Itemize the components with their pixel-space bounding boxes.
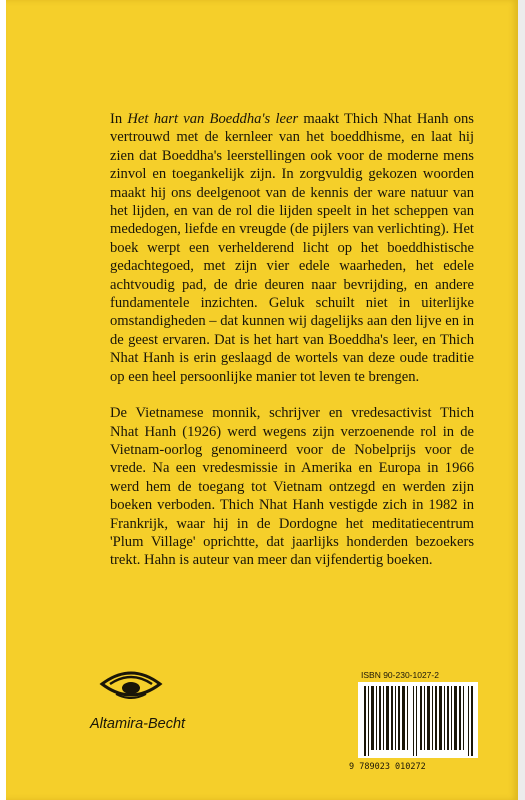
- book-title-italic: Het hart van Boeddha's leer: [127, 111, 299, 127]
- publisher-logo-icon: [96, 660, 166, 708]
- intro-text: In: [110, 111, 128, 127]
- back-cover: [6, 0, 518, 800]
- publisher-name: Altamira-Becht: [90, 716, 186, 732]
- blurb-text: [110, 110, 474, 588]
- page-edge: [518, 0, 525, 800]
- author-bio-paragraph: De Vietnamese monnik, schrijver en vredesactivist Thich Nhat Hanh (1926) werd wegens zijn verzoenende rol in de Vietnam-oorlog genomineerd voor de Nobelprijs voor de vrede. Na een vredesmissie in Amerika en Europa in 1966 werd hem de toegang tot Vietnam ontzegd en werden zijn boeken verboden. Thich Nhat Hanh vestigde zich in 1982 in Frankrijk, waar hij in de Dordogne het meditatiecentrum 'Plum Village' oprichtte, dat jaarlijks honderden bezoekers trekt. Hahn is auteur van meer dan vijfendertig boeken.: [110, 405, 474, 569]
- ean-number: 9 789023 010272: [349, 762, 426, 772]
- blurb-body: maakt Thich Nhat Hanh ons vertrouwd met de kernleer van het boeddhisme, en laat hij zien dat Boeddha's leerstellingen ook voor de moderne mens zinvol en toegankelijk zijn. In zorgvuldig gekozen woorden maakt hij ons deelgenoot van de kennis der ware natuur van het lijden, en van de rol die lijden speelt in het scheppen van mededogen, liefde en vreugde (de pijlers van verlichting). Het boek werpt een verhelderend licht op het boeddhistische gedachtegoed, met zijn vier edele waarheden, het edele achtvoudig pad, de drie deuren naar bevrijding, en andere fundamentele inzichten. Geluk schuilt niet in uiterlijke omstandigheden – dat kunnen wij dagelijks aan den lijve en in de geest ervaren. Dat is het hart van Boeddha's leer, en Thich Nhat Hanh is erin geslaagd de wortels van deze oude traditie op een heel persoonlijke manier tot leven te brengen.: [110, 111, 474, 385]
- isbn-label: ISBN 90-230-1027-2: [361, 670, 439, 680]
- barcode: [358, 682, 478, 758]
- blurb-paragraph-1: [110, 110, 474, 386]
